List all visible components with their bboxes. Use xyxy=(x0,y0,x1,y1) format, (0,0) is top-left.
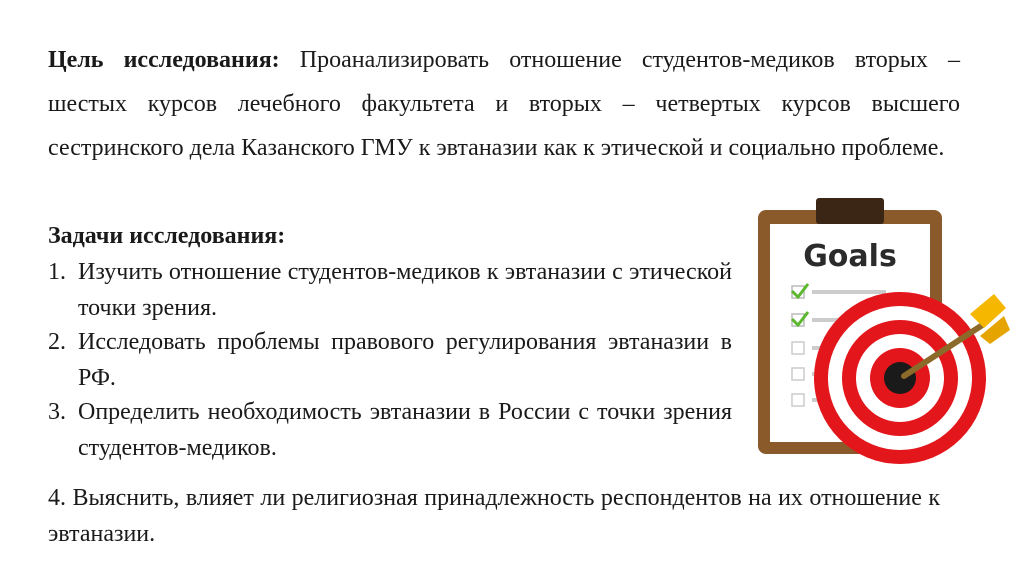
research-goal-paragraph xyxy=(48,38,960,170)
clipboard-clip xyxy=(816,198,884,224)
research-goal-text: Проанализировать отношение студентов-медиков вторых – шестых курсов лечебного факультета и вторых – четвертых курсов высшего сестринского дела Казанского ГМУ к эвтаназии как к этической и социально проблеме. xyxy=(48,47,960,161)
target-icon xyxy=(814,292,986,464)
task-text: Определить необходимость эвтаназии в России с точки зрения студентов-медиков. xyxy=(78,399,732,461)
task-item-1 xyxy=(48,254,732,326)
research-tasks-title: Задачи исследования: xyxy=(48,223,286,249)
task-number: 1. xyxy=(48,259,66,285)
research-goal-label: Цель исследования: xyxy=(48,47,280,73)
task-item-2 xyxy=(48,324,732,396)
goals-board-label: Goals xyxy=(803,239,897,274)
task-number: 2. xyxy=(48,329,66,355)
task-number: 3. xyxy=(48,399,66,425)
task-text: Исследовать проблемы правового регулирования эвтаназии в РФ. xyxy=(78,329,732,391)
goals-clipboard-target-illustration xyxy=(748,196,1020,472)
task-item-4: 4. Выяснить, влияет ли религиозная принадлежность респондентов на их отношение к эвтаназии. xyxy=(48,485,940,547)
task-item-3 xyxy=(48,394,732,466)
task-text: Изучить отношение студентов-медиков к эвтаназии с этической точки зрения. xyxy=(78,259,732,321)
